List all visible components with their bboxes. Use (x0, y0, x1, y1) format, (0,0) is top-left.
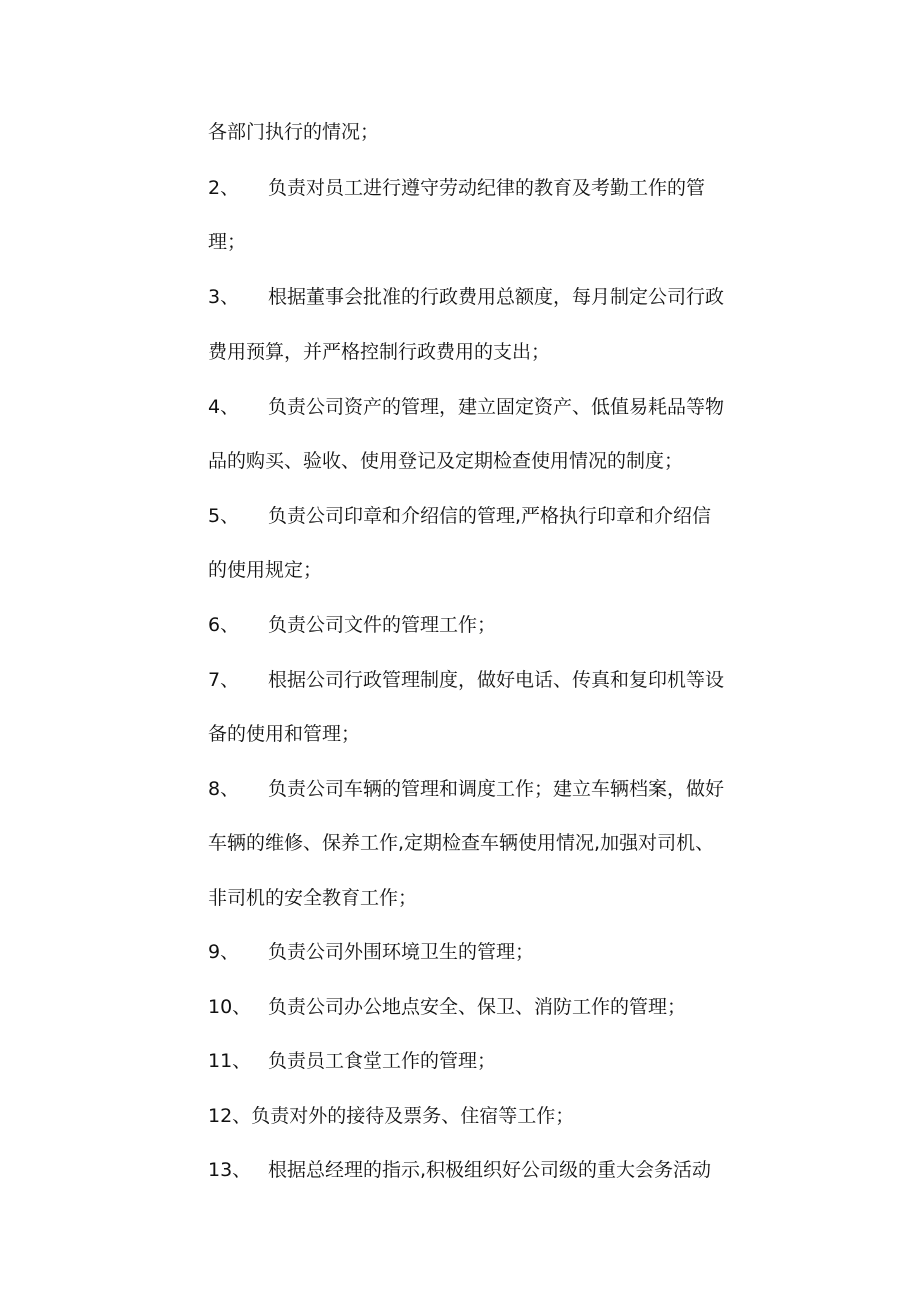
text-line (208, 230, 246, 254)
list-item (208, 1049, 496, 1073)
text-content: 负责员工食堂工作的管理； (268, 1050, 497, 1072)
item-number: 2、 (208, 177, 240, 199)
item-number: 10、 (208, 996, 252, 1018)
text-content: 负责对员工进行遵守劳动纪律的教育及考勤工作的管 (268, 177, 706, 199)
item-number: 6、 (208, 614, 240, 636)
text-line (208, 886, 417, 910)
text-line (208, 449, 683, 473)
item-number: 8、 (208, 778, 240, 800)
list-item (208, 285, 724, 309)
item-number: 4、 (208, 396, 240, 418)
list-item (208, 1104, 574, 1128)
list-item (208, 504, 711, 528)
text-content: 负责对外的接待及票务、住宿等工作； (251, 1105, 575, 1127)
text-line (208, 722, 360, 746)
list-item (208, 668, 724, 692)
list-item (208, 613, 496, 637)
list-item (208, 995, 686, 1019)
text-content: 负责公司办公地点安全、保卫、消防工作的管理； (268, 996, 687, 1018)
list-item (208, 777, 724, 801)
text-content: 费用预算，并严格控制行政费用的支出； (208, 341, 551, 363)
text-content: 负责公司车辆的管理和调度工作；建立车辆档案，做好 (268, 778, 725, 800)
text-line (208, 340, 550, 364)
text-content: 根据董事会批准的行政费用总额度，每月制定公司行政 (268, 286, 725, 308)
list-item (208, 176, 705, 200)
item-number: 12、 (208, 1105, 252, 1127)
list-item (208, 1158, 711, 1182)
text-line (208, 558, 322, 582)
item-number: 13、 (208, 1159, 252, 1181)
text-content: 负责公司文件的管理工作； (268, 614, 497, 636)
item-number: 5、 (208, 505, 240, 527)
text-content: 各部门执行的情况； (208, 121, 380, 143)
text-content: 负责公司外围环境卫生的管理； (268, 941, 535, 963)
list-item (208, 940, 534, 964)
item-number: 3、 (208, 286, 240, 308)
item-number: 11、 (208, 1050, 252, 1072)
item-number: 9、 (208, 941, 240, 963)
list-item (208, 395, 724, 419)
text-content: 品的购买、验收、使用登记及定期检查使用情况的制度； (208, 450, 684, 472)
text-content: 理； (208, 231, 247, 253)
text-content: 负责公司资产的管理，建立固定资产、低值易耗品等物 (268, 396, 725, 418)
text-content: 非司机的安全教育工作； (208, 887, 418, 909)
text-content: 根据总经理的指示,积极组织好公司级的重大会务活动 (268, 1159, 712, 1181)
text-line (208, 831, 714, 855)
item-number: 7、 (208, 669, 240, 691)
text-content: 根据公司行政管理制度，做好电话、传真和复印机等设 (268, 669, 725, 691)
text-content: 备的使用和管理； (208, 723, 361, 745)
text-content: 负责公司印章和介绍信的管理,严格执行印章和介绍信 (268, 505, 712, 527)
text-line (208, 120, 379, 144)
text-content: 车辆的维修、保养工作,定期检查车辆使用情况,加强对司机、 (208, 832, 715, 854)
text-content: 的使用规定； (208, 559, 323, 581)
